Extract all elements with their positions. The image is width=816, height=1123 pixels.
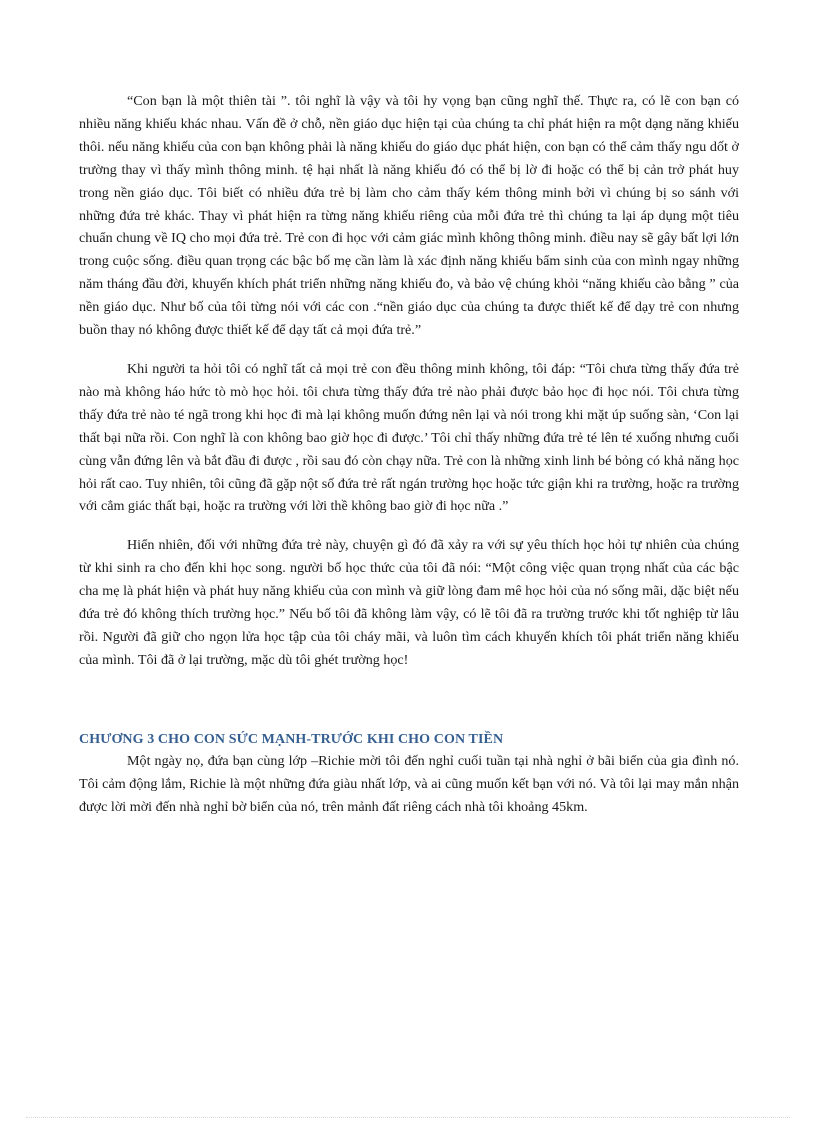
paragraph-spacer bbox=[79, 342, 739, 358]
document-body bbox=[79, 90, 739, 818]
paragraph-love-of-learning: Hiển nhiên, đối với những đứa trẻ này, chuyện gì đó đã xảy ra với sự yêu thích học hỏi tự nhiên của chúng từ khi sinh ra cho đến khi học song. người bố học thức của tôi đã nói: “Một công việc quan trọng nhất của các bậc cha mẹ là phát hiện và phát huy năng khiếu của con mình và giữ lòng đam mê học hỏi của nó sống mãi, dặc biệt nếu đứa trẻ đó không thích trường học.” Nếu bố tôi đã không làm vậy, có lẽ tôi đã ra trường trước khi tốt nghiệp từ lâu rồi. Người đã giữ cho ngọn lửa học tập của tôi cháy mãi, và luôn tìm cách khuyến khích tôi phát triển năng khiếu của mình. Tôi đã ở lại trường, mặc dù tôi ghét trường học! bbox=[79, 537, 739, 668]
chapter-heading: CHƯƠNG 3 CHO CON SỨC MẠNH-TRƯỚC KHI CHO CON TIỀN bbox=[79, 731, 504, 747]
page-bottom-divider bbox=[26, 1117, 790, 1118]
paragraph-genius-children: “Con bạn là một thiên tài ”. tôi nghĩ là vậy và tôi hy vọng bạn cũng nghĩ thế. Thực ra, có lẽ con bạn có nhiều năng khiếu khác nhau. Vấn đề ở chỗ, nền giáo dục hiện tại của chúng ta chỉ phát hiện ra một dạng năng khiếu thôi. nếu năng khiếu của con bạn không phải là năng khiếu do giáo dục phát hiện, con bạn có thể cảm thấy ngu dốt ở trường thay vì thấy mình thông minh. tệ hại nhất là năng khiếu đó có thể bị lờ đi hoặc có thể bị cản trở phát huy trong nền giáo dục. Tôi biết có nhiều đứa trẻ bị làm cho cảm thấy kém thông minh bởi vì chúng bị so sánh với những đứa trẻ khác. Thay vì phát hiện ra từng năng khiếu riêng của mỗi đứa trẻ thì chúng ta lại áp dụng một tiêu chuẩn chung về IQ cho mọi đứa trẻ. Trẻ con đi học với cảm giác mình không thông minh. điều nay sẽ gây bất lợi lớn trong cuộc sống. điều quan trọng các bậc bố mẹ cần làm là xác định năng khiếu bẩm sinh của con mình ngay những năm tháng đầu đời, khuyến khích phát triển những năng khiếu đo, và bảo vệ chúng khỏi “năng khiếu cào bằng ” của nền giáo dục. Như bố của tôi từng nói với các con .“nền giáo dục của chúng ta được thiết kế để dạy trẻ con nhưng buồn thay nó không được thiết kế để dạy tất cả mọi đứa trẻ.” bbox=[79, 93, 739, 339]
paragraph-spacer bbox=[79, 518, 739, 534]
chapter-spacer bbox=[79, 672, 739, 730]
paragraph-richie-invitation: Một ngày nọ, đứa bạn cùng lớp –Richie mời tôi đến nghỉ cuối tuần tại nhà nghỉ ở bãi biển của gia đình nó. Tôi cảm động lắm, Richie là một những đứa giàu nhất lớp, và ai cũng muốn kết bạn với nó. Và tôi lại may mắn nhận được lời mời đến nhà nghỉ bờ biển của nó, trên mảnh đất riêng cách nhà tôi khoảng 45km. bbox=[79, 752, 739, 815]
paragraph-all-children-smart: Khi người ta hỏi tôi có nghĩ tất cả mọi trẻ con đều thông minh không, tôi đáp: “Tôi chưa từng thấy đứa trẻ nào mà không háo hức tò mò học hỏi. tôi chưa từng thấy đứa trẻ nào phải được bảo học đi học nói. Tôi chưa từng thấy đứa trẻ nào té ngã trong khi học đi mà lại không muốn đứng nên lại và nói trong khi mặt úp suống sàn, ‘Con lại thất bại nữa rồi. Con nghĩ là con không bao giờ học đi được.’ Tôi chỉ thấy những đứa trẻ té lên té xuống nhưng cuối cùng vẫn đứng lên và bắt đầu đi được , rồi sau đó còn chạy nữa. Trẻ con là những xinh linh bé bỏng có khả năng học hỏi rất cao. Tuy nhiên, tôi cũng đã gặp nột số đứa trẻ rất ngán trường học hoặc tức giận khi ra trường, hoặc ra trường với cẳm giác thất bại, hoặc ra trường với lời thề không bao giờ đi học nữa .” bbox=[79, 360, 739, 515]
